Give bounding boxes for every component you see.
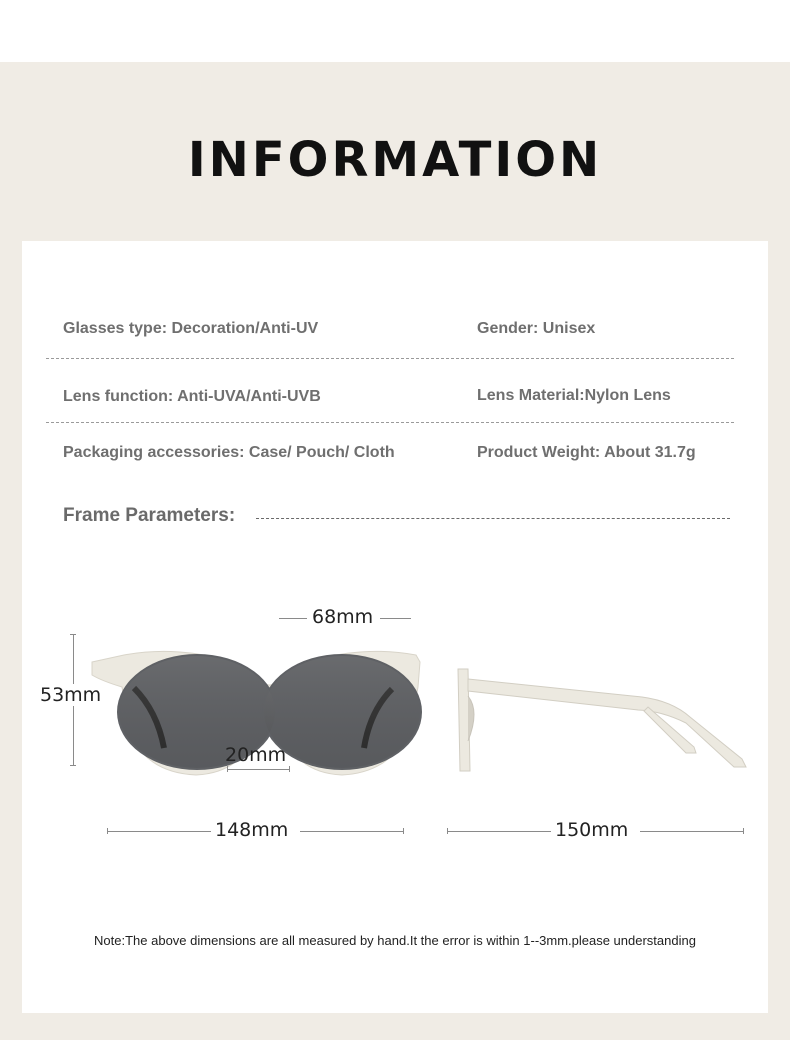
spec-lens-function: Lens function: Anti-UVA/Anti-UVB	[63, 388, 321, 405]
spec-lens-material: Lens Material:Nylon Lens	[477, 387, 671, 404]
info-card	[22, 241, 768, 1013]
temple-length-line-right	[640, 831, 743, 832]
temple-length-label: 150mm	[555, 819, 629, 841]
measurement-note: Note:The above dimensions are all measured by hand.It the error is within 1--3mm.please understanding	[94, 933, 696, 948]
bridge-tick-right	[289, 766, 290, 772]
bridge-tick-left	[227, 766, 228, 772]
frame-width-line-left	[107, 831, 211, 832]
right-lens-sheen	[264, 656, 420, 768]
glasses-front-view	[22, 241, 768, 1013]
spec-gender: Gender: Unisex	[477, 320, 596, 337]
temple-length-tick-right	[743, 828, 744, 834]
temple-side	[468, 679, 746, 767]
lens-width-label: 68mm	[312, 606, 374, 628]
page-title: INFORMATION	[187, 132, 603, 188]
frame-width-tick-left	[107, 828, 108, 834]
frame-width-line-right	[300, 831, 404, 832]
bridge-line	[227, 769, 289, 770]
lens-height-label: 53mm	[40, 684, 102, 706]
spec-glasses-type: Glasses type: Decoration/Anti-UV	[63, 320, 319, 337]
spec-weight: Product Weight: About 31.7g	[477, 444, 696, 461]
lens-side	[468, 696, 474, 741]
bridge-label: 20mm	[225, 744, 287, 766]
spec-packaging: Packaging accessories: Case/ Pouch/ Cloth	[63, 444, 395, 461]
temple-length-line-left	[447, 831, 551, 832]
frame-width-tick-right	[403, 828, 404, 834]
temple-length-tick-left	[447, 828, 448, 834]
frame-width-label: 148mm	[215, 819, 289, 841]
frame-parameters-label: Frame Parameters:	[63, 505, 236, 526]
